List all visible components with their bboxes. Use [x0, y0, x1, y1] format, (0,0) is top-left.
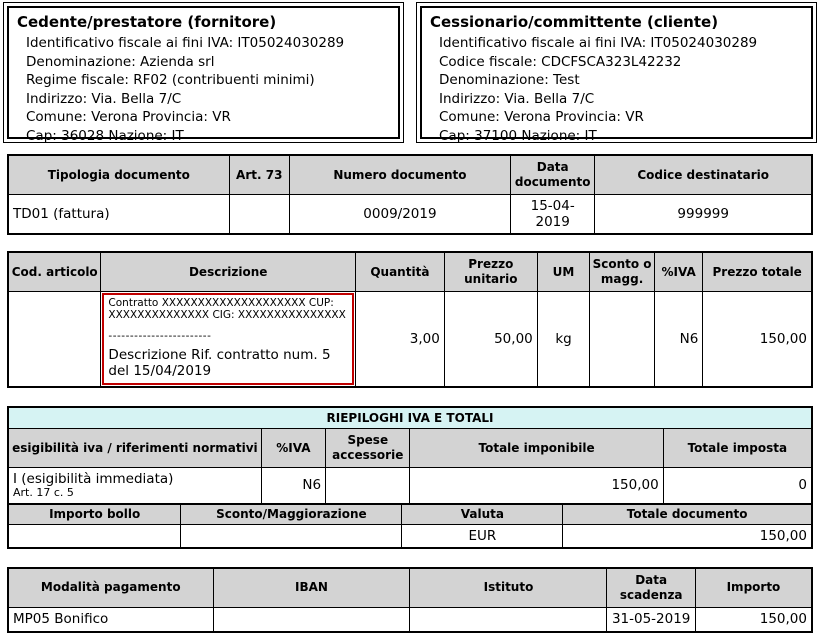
cell-totale-imponibile: 150,00 — [410, 468, 663, 504]
cell-prezzo-totale: 150,00 — [703, 292, 812, 388]
totals-data-row — [8, 524, 812, 548]
customer-city: Comune: Verona Provincia: VR — [439, 109, 644, 125]
cell-data-scadenza: 31-05-2019 — [607, 607, 695, 632]
lines-table — [7, 251, 813, 388]
description-main-text: Descrizione Rif. contratto num. 5 del 15/04/2019 — [108, 347, 331, 379]
lines-table-header-row — [8, 252, 812, 292]
cell-iva: N6 — [654, 292, 702, 388]
cell-descrizione — [101, 292, 356, 388]
summary-data-row — [8, 468, 812, 504]
header-spese-accessorie: Spese accessorie — [326, 429, 410, 468]
supplier-box — [3, 2, 404, 143]
header-totale-imposta: Totale imposta — [663, 429, 812, 468]
supplier-title: Cedente/prestatore (fornitore) — [17, 13, 277, 31]
header-um: UM — [537, 252, 590, 292]
header-quantita: Quantità — [355, 252, 444, 292]
customer-zip-country: Cap: 37100 Nazione: IT — [439, 127, 597, 144]
cell-iban — [213, 607, 410, 632]
supplier-address: Indirizzo: Via. Bella 7/C — [26, 90, 182, 107]
supplier-tax-regime: Regime fiscale: RF02 (contribuenti minimi) — [26, 72, 315, 88]
supplier-name: Denominazione: Azienda srl — [26, 53, 215, 70]
supplier-box-inner — [7, 6, 400, 144]
header-numero-documento: Numero documento — [289, 155, 510, 195]
header-esigibilita-iva: esigibilità iva / riferimenti normativi — [8, 429, 261, 468]
cell-istituto — [410, 607, 607, 632]
header-summary-iva: %IVA — [261, 429, 325, 468]
header-iban: IBAN — [213, 568, 410, 608]
cell-codice-destinatario: 999999 — [595, 195, 812, 235]
cell-cod-articolo — [8, 292, 101, 388]
header-descrizione: Descrizione — [101, 252, 356, 292]
cell-spese-accessorie — [326, 468, 410, 504]
cell-valuta: EUR — [402, 524, 563, 548]
summary-header-row — [8, 429, 812, 468]
cell-sconto-maggiorazione — [181, 524, 402, 548]
supplier-city: Comune: Verona Provincia: VR — [26, 109, 231, 125]
summary-title: RIEPILOGHI IVA E TOTALI — [8, 407, 812, 429]
header-tipologia-documento: Tipologia documento — [8, 155, 229, 195]
header-cod-articolo: Cod. articolo — [8, 252, 101, 292]
cell-modalita-pagamento: MP05 Bonifico — [8, 607, 213, 632]
header-prezzo-totale: Prezzo totale — [703, 252, 812, 292]
customer-box — [416, 2, 817, 143]
description-separator: ------------------------ — [108, 330, 212, 342]
customer-name: Denominazione: Test — [439, 72, 580, 88]
cell-importo-bollo — [8, 524, 181, 548]
cell-prezzo-unitario: 50,00 — [444, 292, 537, 388]
cell-totale-documento: 150,00 — [563, 524, 812, 548]
header-valuta: Valuta — [402, 504, 563, 525]
description-highlight-box — [102, 293, 354, 385]
cell-sconto — [590, 292, 655, 388]
document-table-row — [8, 195, 812, 235]
customer-fiscal-code: Codice fiscale: CDCFSCA323L42232 — [439, 53, 682, 70]
cell-totale-imposta: 0 — [663, 468, 812, 504]
payment-data-row — [8, 607, 812, 632]
document-table-header-row — [8, 155, 812, 195]
totals-table — [7, 503, 813, 549]
cell-summary-iva: N6 — [261, 468, 325, 504]
payment-header-row — [8, 568, 812, 608]
supplier-vat-id: Identificativo fiscale ai fini IVA: IT05024030289 — [26, 35, 345, 51]
esigibilita-reference: Art. 17 c. 5 — [13, 486, 74, 500]
payment-table — [7, 567, 813, 634]
description-cig-line: XXXXXXXXXXXXXX CIG: XXXXXXXXXXXXXXX — [108, 309, 346, 321]
header-importo-bollo: Importo bollo — [8, 504, 181, 525]
header-codice-destinatario: Codice destinatario — [595, 155, 812, 195]
supplier-zip-country: Cap: 36028 Nazione: IT — [26, 127, 184, 144]
header-iva: %IVA — [654, 252, 702, 292]
cell-tipologia: TD01 (fattura) — [8, 195, 229, 235]
totals-header-row — [8, 504, 812, 525]
header-modalita-pagamento: Modalità pagamento — [8, 568, 213, 608]
header-totale-documento: Totale documento — [563, 504, 812, 525]
document-table — [7, 154, 813, 235]
summary-table — [7, 406, 813, 505]
cell-importo: 150,00 — [695, 607, 812, 632]
parties-section — [3, 2, 817, 143]
header-istituto: Istituto — [410, 568, 607, 608]
cell-esigibilita — [8, 468, 261, 504]
cell-art73 — [229, 195, 289, 235]
header-sconto-maggiorazione: Sconto/Maggiorazione — [181, 504, 402, 525]
header-importo: Importo — [695, 568, 812, 608]
customer-vat-id: Identificativo fiscale ai fini IVA: IT05024030289 — [439, 35, 758, 51]
header-art-73: Art. 73 — [229, 155, 289, 195]
description-contract-line: Contratto XXXXXXXXXXXXXXXXXXXX CUP: — [108, 297, 334, 309]
esigibilita-text: I (esigibilità immediata) — [13, 471, 174, 488]
summary-title-row — [8, 407, 812, 429]
cell-um: kg — [537, 292, 590, 388]
cell-numero: 0009/2019 — [289, 195, 510, 235]
invoice-line-row — [8, 292, 812, 388]
cell-data-documento: 15-04-2019 — [510, 195, 594, 235]
header-data-scadenza: Data scadenza — [607, 568, 695, 608]
header-sconto-magg: Sconto o magg. — [590, 252, 655, 292]
customer-title: Cessionario/committente (cliente) — [430, 13, 719, 31]
header-data-documento: Data documento — [510, 155, 594, 195]
header-totale-imponibile: Totale imponibile — [410, 429, 663, 468]
customer-box-inner — [420, 6, 813, 144]
customer-address: Indirizzo: Via. Bella 7/C — [439, 90, 595, 107]
header-prezzo-unitario: Prezzo unitario — [444, 252, 537, 292]
cell-quantita: 3,00 — [355, 292, 444, 388]
